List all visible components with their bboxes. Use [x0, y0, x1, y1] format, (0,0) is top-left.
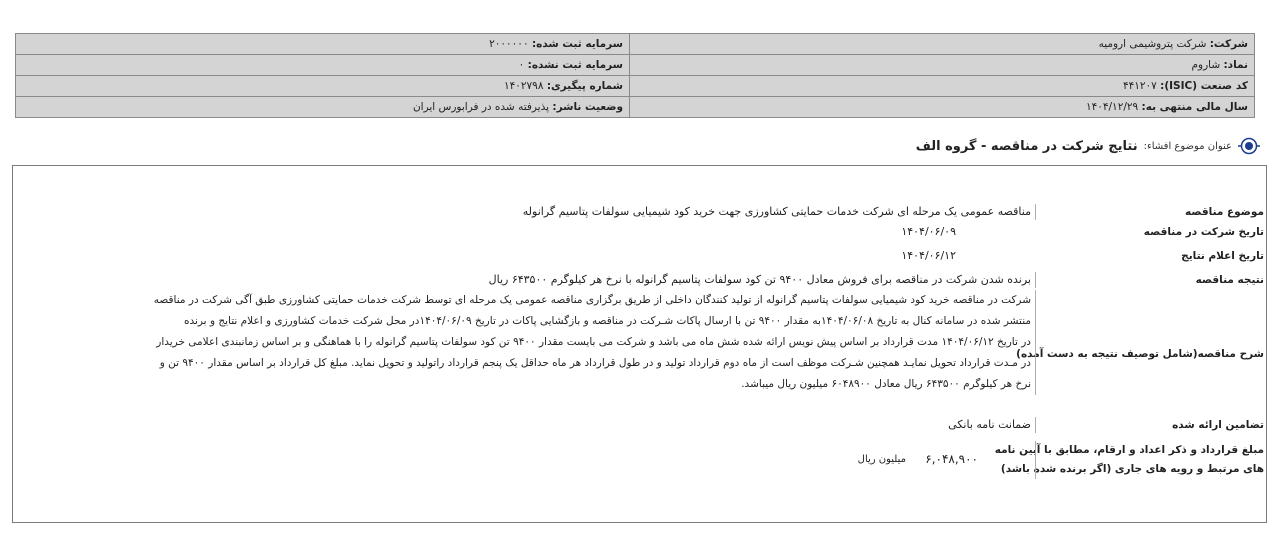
fiscal-year-value: ۱۴۰۴/۱۲/۲۹	[1085, 101, 1139, 113]
contract-amount-value: ۶,۰۴۸,۹۰۰	[925, 452, 978, 466]
result-value: برنده شدن شرکت در مناقصه برای فروش معادل ۹۴۰۰ تن کود سولفات پتاسیم گرانوله با نرخ هر کیلوگرم ۶۴۳۵۰۰ ریال	[489, 272, 1036, 288]
symbol-cell	[630, 55, 1255, 76]
company-value: شرکت پتروشیمی ارومیه	[1098, 38, 1207, 50]
tracking-value: ۱۴۰۲۷۹۸	[503, 80, 544, 92]
fiscal-year-cell	[630, 97, 1255, 118]
guarantees-value: ضمانت نامه بانکی	[948, 417, 1036, 433]
announcement-date-value: ۱۴۰۴/۰۶/۱۲	[901, 249, 956, 262]
registered-capital-cell	[16, 34, 630, 55]
publisher-status-cell	[16, 97, 630, 118]
contract-amount-label	[994, 441, 1264, 479]
participation-date-label: تاریخ شرکت در مناقصه	[1143, 226, 1264, 238]
announcement-date-label: تاریخ اعلام نتایج	[1181, 250, 1264, 262]
target-bullet-icon	[1238, 135, 1260, 157]
tender-subject-label: موضوع مناقصه	[1185, 206, 1264, 218]
isic-cell	[630, 76, 1255, 97]
header-row	[16, 34, 1255, 55]
registered-capital-value: ۲۰۰۰۰۰۰	[489, 38, 529, 50]
participation-date-value: ۱۴۰۴/۰۶/۰۹	[901, 225, 956, 238]
symbol-label: نماد:	[1223, 59, 1248, 71]
subject-title: نتایج شرکت در مناقصه - گروه الف	[915, 138, 1138, 154]
unregistered-capital-label: سرمایه ثبت نشده:	[527, 59, 623, 71]
disclosure-subject	[916, 135, 1260, 157]
publisher-status-label: وضعیت ناشر:	[552, 101, 623, 113]
contract-amount-label-line: مبلغ قرارداد و ذکر اعداد و ارقام، مطابق با آیین نامه	[994, 444, 1264, 456]
description-line: شرکت در مناقصه خرید کود شیمیایی سولفات پتاسیم گرانوله از تولید کنندگان داخلی از طریق برگزاری مناقصه عمومی یک مرحله ای توسط شرکت خدمات حمایتی کشاورزی طبق آگی شرکت در مناقصه	[153, 294, 1031, 306]
guarantees-label: تضامین ارائه شده	[1172, 419, 1264, 431]
registered-capital-label: سرمایه ثبت شده:	[531, 38, 623, 50]
tender-details-panel	[12, 165, 1267, 523]
contract-amount-label-line: های مرتبط و رویه های جاری (اگر برنده شده باشد)	[1000, 463, 1264, 475]
isic-value: ۴۴۱۲۰۷	[1122, 80, 1157, 92]
description-text	[26, 290, 1036, 395]
description-line: نرخ هر کیلوگرم ۶۴۳۵۰۰ ریال معادل ۶۰۴۸۹۰۰ میلیون ریال میباشد.	[741, 378, 1031, 390]
description-line: در تاریخ ۱۴۰۴/۰۶/۱۲ مدت قرارداد بر اساس پیش نویس ارائه شده شش ماه می باشد و شرکت می بایست مقدار ۹۴۰۰ تن کود سولفات پتاسیم گرانوله را با هماهنگی و بر اساس زمانبندی اعلامی خریدار	[156, 336, 1031, 348]
tender-subject-value: مناقصه عمومی یک مرحله ای شرکت خدمات حمایتی کشاورزی جهت خرید کود شیمیایی سولفات پتاسیم گرانوله	[523, 204, 1036, 220]
tracking-label: شماره پیگیری:	[546, 80, 623, 92]
unregistered-capital-value: ۰	[518, 59, 525, 71]
header-row	[16, 55, 1255, 76]
result-label: نتیجه مناقصه	[1195, 274, 1264, 286]
header-row	[16, 97, 1255, 118]
header-row	[16, 76, 1255, 97]
contract-amount-unit: میلیون ریال	[857, 454, 906, 465]
description-line: در مـدت قرارداد تحویل نمایـد همچنین شـرکت موظف است از ماه دوم قرارداد تولید و در طول قرارداد هر ماه حداقل یک پنجم قرارداد راتولید و تحویل نماید. مبلغ کل قرارداد بر اساس مقدار ۹۴۰۰ تن و	[159, 357, 1031, 369]
unregistered-capital-cell	[16, 55, 630, 76]
tracking-cell	[16, 76, 630, 97]
description-label: شرح مناقصه(شامل توصیف نتیجه به دست آمده)	[1016, 348, 1264, 360]
subject-label: عنوان موضوع افشاء:	[1143, 140, 1232, 152]
company-label: شرکت:	[1209, 38, 1248, 50]
description-line: منتشر شده در سامانه کنال به تاریخ ۱۴۰۴/۰۶/۰۸به مقدار ۹۴۰۰ تن با ارسال پاکات شـرکت در مناقصه و بازگشایی پاکات در تاریخ ۱۴۰۴/۰۶/۰۹در محل شرکت خدمات کشاورزی و اعلام نتایج و برنده	[183, 315, 1031, 327]
publisher-status-value: پذیرفته شده در فرابورس ایران	[412, 101, 550, 113]
fiscal-year-label: سال مالی منتهی به:	[1141, 101, 1248, 113]
company-info-table	[15, 33, 1255, 118]
company-cell	[630, 34, 1255, 55]
contract-amount-separator	[1035, 441, 1036, 479]
isic-label: کد صنعت (ISIC):	[1160, 80, 1248, 92]
symbol-value: شاروم	[1191, 59, 1221, 71]
